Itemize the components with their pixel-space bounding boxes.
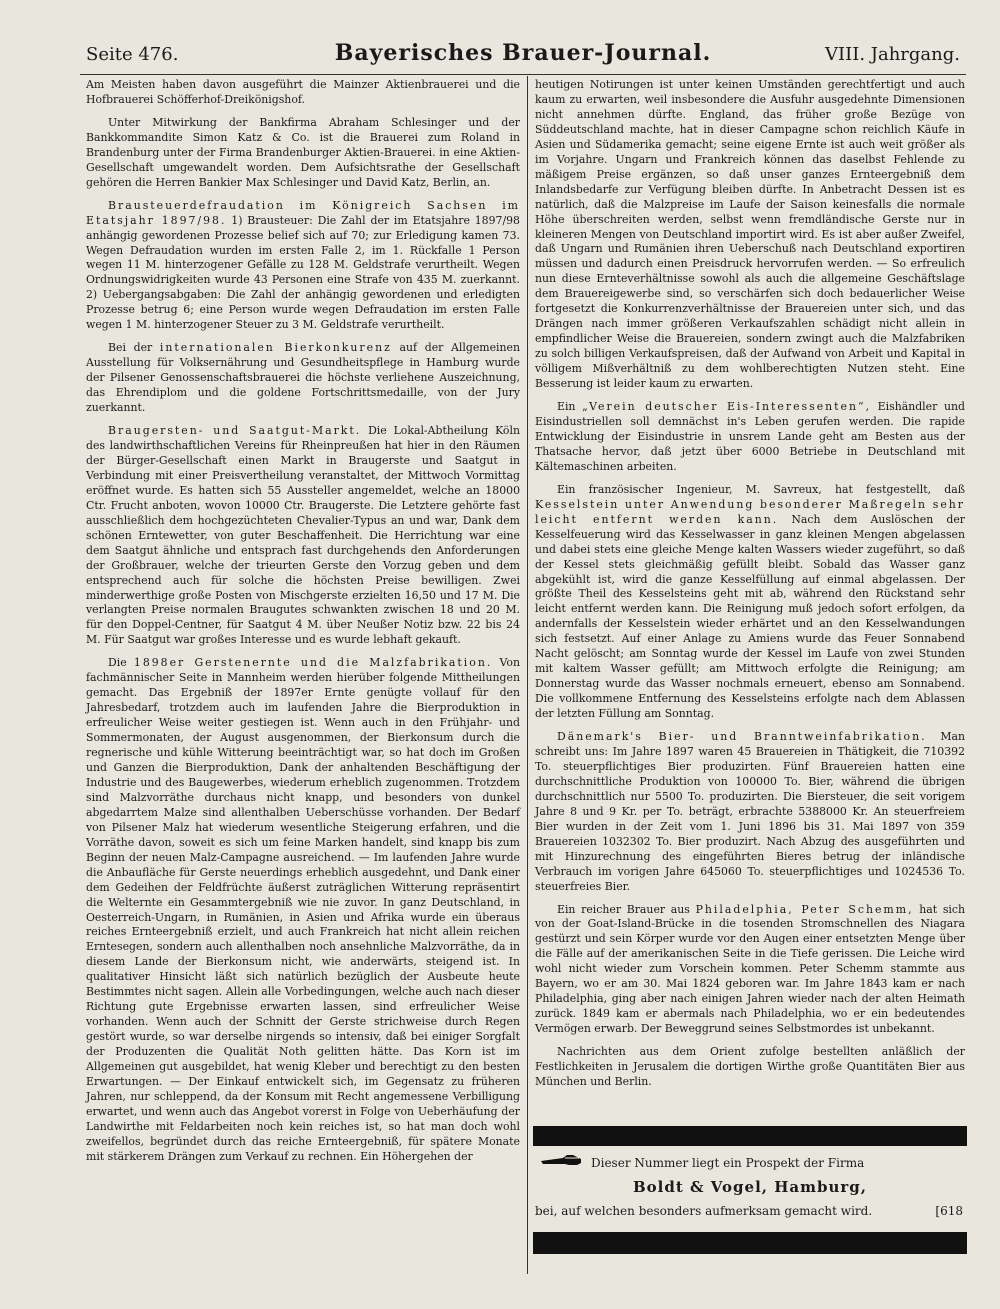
article-intro: Ein [557, 400, 576, 414]
column-divider [527, 76, 528, 1274]
article-intro: Ein französischer Ingenieur, M. Savreux, hat festgestellt, daß [557, 482, 965, 496]
article-hamburg-competition [86, 341, 520, 416]
ad-line-3 [533, 1200, 967, 1222]
article-denmark-production [535, 730, 965, 894]
ad-text-3: bei, auf welchen besonders aufmerksam gemacht wird. [535, 1204, 873, 1218]
ad-bottom-bar [533, 1232, 967, 1254]
article-body: hat sich von der Goat-Island-Brücke in die tosenden Stromschnellen des Niagara gestürzt und sein Körper wurde vor den Augen einer entsetzten Menge über die Fälle auf der amerikanischen Seite in die Tiefe gerissen. Die Leiche wird wohl nicht wieder zum Vorschein kommen. Peter Schemm stammte aus Bayern, wo er am 30. Mai 1824 geboren war. Im Jahre 1843 kam er nach Philadelphia, ging aber nach einigen Jahren wieder nach der alten Heimath zurück. 1849 kam er abermals nach Philadelphia, wo er ein bedeutendes Vermögen erwarb. Der Beweggrund seines Selbstmordes ist unbekannt. [535, 902, 966, 1036]
article-boiler-scale [535, 483, 965, 722]
article-heading: 1898er Gerstenernte und die Malzfabrikation. [133, 656, 493, 670]
article-body: Die Lokal-Abtheilung Köln des landwirthschaftlichen Vereins für Rheinpreußen hat hier in den Räumen der Bürger-Gesellschaft einen Markt in Braugerste und Saatgut in Verbindung mit einer Preisvertheilung veranstaltet, der Mittwoch Vormittag eröffnet wurde. Es hatten sich 55 Aussteller angemeldet, welche an 18000 Ctr. Frucht anboten, wovon 10000 Ctr. Braugerste. Die Letztere gehörte fast ausschließlich dem hochgezüchteten Chevalier-Typus an und war, Dank dem schönen Erntewetter, von guter Beschaffenheit. Die Herrichtung war eine dem Saatgut ähnliche und entsprach fast durchgehends den Anforderungen der Großbrauer, welche der trieurten Gerste den Vorzug geben und dem entsprechend auch für solche die höchsten Preise bewilligen. Zwei minderwerthige große Posten von Mischgerste erzielten 16,50 und 17 M. Die verlangten Preise normalen Braugutes schwankten zwischen 18 und 20 M. für den Doppel-Centner, für Saatgut 4 M. über Neußer Notiz bzw. 22 bis 24 M. Für Saatgut war großes Interesse und es wurde lebhaft gekauft. [86, 424, 520, 647]
article-intro: Die [108, 656, 127, 670]
article-heading: Kesselstein unter Anwendung besonderer Maßregeln sehr leicht entfernt werden kann. [535, 497, 965, 526]
journal-title: Bayerisches Brauer-Journal. [334, 40, 712, 66]
article-heading: „Verein deutscher Eis-Interessenten“, [582, 400, 872, 414]
page-header [86, 40, 960, 74]
article-intro: Ein reicher Brauer aus [557, 902, 690, 916]
article-heading: Dänemark's Bier- und Branntweinfabrikation. [557, 730, 927, 744]
pointing-hand-icon [539, 1152, 583, 1175]
article-body: Nach dem Auslöschen der Kesselfeuerung wird das Kesselwasser in ganz kleinen Mengen abgelassen und dabei stets eine gleiche Menge kalten Wassers wieder zugeführt, so daß der Kessel stets gleichmäßig gefüllt bleibt. Sobald das Wasser ganz abgekühlt ist, wird die ganze Kesselfüllung auf einmal abgelassen. Der größte Theil des Kesselsteins geht mit ab, während den Rückstand sehr leicht entfernt werden kann. Die Reinigung muß jedoch sofort erfolgen, da andernfalls der Kesselstein wieder erhärtet und an den Kesselwandungen sich festsetzt. Auf einer Anlage zu Amiens wurde das Feuer Sonnabend Nacht gelöscht; am Sonntag wurde der Kessel im Laufe von zwei Stunden mit kaltem Wasser gefüllt; am Mittwoch erfolgte die Reinigung; am Donnerstag wurde das Wasser nochmals erneuert, ebenso am Sonnabend. Die vollkommene Entfernung des Kesselsteins erfolgte nach dem Ablassen der letzten Füllung am Sonntag. [535, 512, 965, 721]
article-barley-continued: heutigen Notirungen ist unter keinen Umständen gerechtfertigt und auch kaum zu erwarten, weil insbesondere die Ausfuhr ausgedehnte Dimensionen nicht annehmen dürfte. England, das früher große Bezüge von Süddeutschland machte, hat in dieser Campagne schon reichlich Käufe in Asien und Südamerika gemacht; seine eigene Ernte ist auch weit größer als im Vorjahre. Ungarn und Frankreich können das daselbst Fehlende zu mäßigem Preise ergänzen, so daß unser ganzes Ernteergebniß dem Inlandsbedarfe zur Verfügung bleiben dürfte. In Anbetracht Dessen ist es natürlich, daß die Malzpreise im Laufe der Saison keinesfalls die normale Höhe überschreiten werden, selbst wenn fremdländische Gerste nur in kleineren Mengen von Deutschland importirt wird. Es ist aber außer Zweifel, daß Ungarn und Rumänien ihren Ueberschuß nach Deutschland exportiren müssen und dadurch einen Preisdruck hervorrufen werden. — So erfreulich nun diese Ernteverhältnisse sowohl als auch die allgemeine Geschäftslage dem Brauereigewerbe sind, so verschärfen sich doch bedauerlicher Weise fortgesetzt die Konkurrenzverhältnisse der Brauereien unter sich, und das Drängen nach immer größeren Verkaufszahlen schädigt nicht allein in empfindlicher Weise die Brauereien, sondern zwingt auch die Malzfabriken zu solch billigen Verkaufspreisen, daß der Aufwand von Arbeit und Kapital in völligem Mißverhältniß zu dem wohlberechtigten Nutzen steht. Eine Besserung ist leider kaum zu erwarten. [535, 78, 965, 391]
ad-firm-name: Boldt & Vogel, Hamburg, [633, 1178, 867, 1196]
article-body: Von fachmännischer Seite in Mannheim werden hierüber folgende Mittheilungen gemacht. Das Ergebniß der 1897er Ernte genügte vollauf für den Jahresbedarf, trotzdem auch im laufenden Jahre die Bierproduktion in erfreulicher Weise weiter gestiegen ist. Wenn auch in den Frühjahr- und Sommermonaten, der August ausgenommen, der Bierkonsum durch die regnerische und kühle Witterung beeinträchtigt war, so hat doch im Großen und Ganzen die Bierproduktion, Dank der anhaltenden Beschäftigung der Industrie und des Baugewerbes, wiederum erheblich zugenommen. Trotzdem sind Malzvorräthe durchaus nicht knapp, und besonders von dunkel abgedarrtem Malze sind allenthalben Ueberschüsse vorhanden. Der Bedarf von Pilsener Malz hat wiederum wesentliche Steigerung erfahren, und die Vorräthe davon, soweit es sich um feine Marken handelt, sind knapp bis zum Beginn der neuen Malz-Campagne ausreichend. — Im laufenden Jahre wurde die Anbaufläche für Gerste neuerdings erheblich ausgedehnt, und Dank einer dem Gedeihen der Feldfrüchte äußerst zuträglichen Witterung repräsentirt die Welternte ein Gesammtergebniß wie nie zuvor. In ganz Deutschland, in Oesterreich-Ungarn, in Rumänien, in Asien und Afrika wurde ein überaus reiches Ernteergebniß erzielt, und auch Frankreich hat nicht allein reichen Erntesegen, sondern auch allenthalben noch ansehnliche Malzvorräthe, da in diesem Lande der Bierkonsum nicht, wie anderwärts, steigend ist. In qualitativer Hinsicht läßt sich natürlich bezüglich der Ausbeute heute Bestimmtes nicht sagen. Allein alle Vorbedingungen, welche auch nach dieser Richtung gute Ergebnisse erwarten lassen, sind erfreulicher Weise vorhanden. Wenn auch der Schnitt der Gerste strichweise durch Regen gestört wurde, so war derselbe nirgends so intensiv, daß bei einiger Sorgfalt der Produzenten die Qualität Noth gelitten hätte. Das Korn ist im Allgemeinen gut ausgebildet, hat wenig Kleber und berechtigt zu den besten Erwartungen. — Der Einkauf entwickelt sich, im Gegensatz zu früheren Jahren, nur schleppend, da der Konsum mit Recht angemessene Verbilligung erwartet, und wenn auch das Angebot vorerst in Folge von Ueberhäufung der Landwirthe mit Feldarbeiten noch kein reiches ist, so hat man doch wohl zweifellos, begründet durch das reiche Ernteergebniß, für spätere Monate mit stärkerem Drängen zum Verkauf zu rechnen. Ein Höhergehen der [86, 656, 520, 1163]
article-body: 1) Brausteuer: Die Zahl der im Etatsjahre 1897/98 anhängig gewordenen Prozesse belief sich auf 70; zur Erledigung kamen 73. Wegen Defraudation wurden im ersten Falle 2, im 1. Rückfalle 1 Person wegen 11 M. hinterzogener Gefälle zu 128 M. Geldstrafe verurtheilt. Wegen Ordnungswidrigkeiten wurde 43 Personen eine Strafe von 435 M. zuerkannt. 2) Uebergangsabgaben: Die Zahl der anhängig gewordenen und erledigten Prozesse betrug 6; eine Person wurde wegen Defraudation im ersten Falle wegen 1 M. hinterzogener Steuer zu 3 M. Geldstrafe verurtheilt. [86, 213, 520, 332]
ad-line-1 [533, 1152, 967, 1174]
right-column [535, 78, 965, 1098]
article-heading: Philadelphia, Peter Schemm, [695, 902, 914, 916]
page-number: Seite 476. [86, 44, 179, 65]
article-heading: internationalen Bierkonkurenz [159, 341, 392, 355]
ad-top-bar [533, 1126, 967, 1146]
article-body: Eishändler und Eisindustriellen soll demnächst in's Leben gerufen werden. Die rapide Entwicklung der Eisindustrie in unsrem Lande geht am Besten aus der Thatsache hervor, daß jetzt über 6000 Betriebe in Deutschland mit Kältemaschinen arbeiten. [535, 400, 965, 473]
article-philadelphia-brewer [535, 903, 965, 1038]
article-cologne-market [86, 424, 520, 648]
left-column [86, 78, 520, 1173]
article-intro: Bei der [108, 341, 153, 355]
article-brandenburg-brewery: Unter Mitwirkung der Bankfirma Abraham Schlesinger und der Bankkommandite Simon Katz & Co. ist die Brauerei zum Roland in Brandenburg unter der Firma Brandenburger Aktien-Brauerei. in eine Aktien-Gesellschaft umgewandelt worden. Dem Aufsichtsrathe der Gesellschaft gehören die Herren Bankier Max Schlesinger und David Katz, Berlin, an. [86, 115, 520, 189]
article-barley-harvest [86, 656, 520, 1164]
advertisement-box [533, 1126, 967, 1278]
article-body: auf der Allgemeinen Ausstellung für Volksernährung und Gesundheitspflege in Hamburg wurde der Pilsener Genossenschaftsbrauerei die höchste verliehene Auszeichnung, das Ehrendiplom und die goldene Fortschrittsmedaille, von der Jury zuerkannt. [86, 341, 521, 415]
article-mainz-export: Am Meisten haben davon ausgeführt die Mainzer Aktienbrauerei und die Hofbrauerei Schöfferhof-Dreikönigshof. [86, 78, 520, 106]
article-saxony-tax-fraud [86, 199, 520, 334]
ad-text-1: Dieser Nummer liegt ein Prospekt der Firma [591, 1156, 865, 1170]
article-body: Man schreibt uns: Im Jahre 1897 waren 45 Brauereien in Thätigkeit, die 710392 To. steuerpflichtiges Bier produzirten. Fünf Brauereien hatten eine durchschnittliche Produktion von 100000 To. Bier, während die übrigen durchschnittlich nur 5500 To. produzirten. Die Biersteuer, die seit vorigem Jahre 8 und 9 Kr. per To. beträgt, erbrachte 5388000 Kr. An steuerfreiem Bier wurden in der Zeit vom 1. Juni 1896 bis 31. Mai 1897 von 359 Brauereien 1032302 To. Bier produzirt. Nach Abzug des ausgeführten und mit Hinzurechnung des eingeführten Bieres betrug der inländische Verbrauch im vorigen Jahre 645060 To. steuerpflichtiges und 1024536 To. steuerfreies Bier. [535, 730, 966, 893]
article-jerusalem-orient: Nachrichten aus dem Orient zufolge bestellten anläßlich der Festlichkeiten in Jerusalem die dortigen Wirthe große Quantitäten Bier aus München und Berlin. [535, 1045, 965, 1088]
article-heading: Braugersten- und Saatgut-Markt. [108, 424, 362, 438]
article-heading: Brausteuerdefraudation im Königreich Sachsen im Etatsjahr 1897/98. [86, 198, 520, 227]
article-ice-association [535, 400, 965, 475]
volume-label: VIII. Jahrgang. [824, 44, 960, 65]
header-rule [80, 74, 966, 75]
ad-code: [618 [935, 1204, 963, 1218]
